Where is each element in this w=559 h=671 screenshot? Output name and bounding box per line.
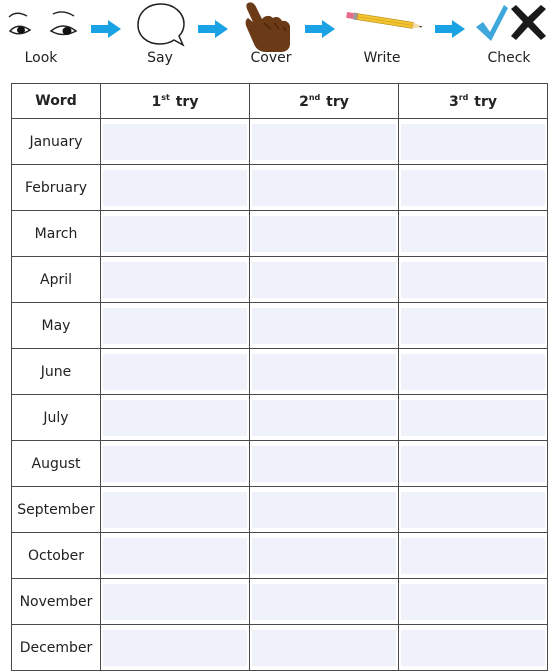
third-try-cell[interactable] [401,400,545,436]
first-try-cell[interactable] [103,354,247,390]
header-second-try: 2nd try [250,84,399,119]
third-try-cell[interactable] [401,124,545,160]
second-try-cell[interactable] [252,584,396,620]
table-row [12,579,548,625]
word-cell: May [12,303,101,349]
table-row [12,303,548,349]
table-row [12,625,548,671]
second-try-cell[interactable] [252,400,396,436]
first-try-cell[interactable] [103,584,247,620]
word-cell: February [12,165,101,211]
spelling-practice-table [11,83,548,671]
word-cell: June [12,349,101,395]
arrow-right-icon [91,20,121,38]
word-cell: April [12,257,101,303]
second-try-cell[interactable] [252,538,396,574]
first-try-cell[interactable] [103,308,247,344]
step-cover [238,0,308,76]
first-try-cell[interactable] [103,492,247,528]
table-row [12,257,548,303]
first-try-cell[interactable] [103,630,247,666]
word-cell: September [12,487,101,533]
header-word: Word [12,84,101,119]
third-try-cell[interactable] [401,446,545,482]
word-cell: October [12,533,101,579]
first-try-cell[interactable] [103,262,247,298]
arrow-right-icon [435,20,465,38]
word-cell: August [12,441,101,487]
second-try-cell[interactable] [252,124,396,160]
word-cell: December [12,625,101,671]
header-third-try: 3rd try [399,84,548,119]
third-try-cell[interactable] [401,216,545,252]
first-try-cell[interactable] [103,446,247,482]
step-write [340,0,430,76]
table-row [12,395,548,441]
table-row [12,349,548,395]
second-try-cell[interactable] [252,630,396,666]
second-try-cell[interactable] [252,446,396,482]
header-first-try: 1st try [101,84,250,119]
step-check [471,0,551,76]
step-label-look: Look [24,50,58,66]
first-try-cell[interactable] [103,400,247,436]
third-try-cell[interactable] [401,170,545,206]
third-try-cell[interactable] [401,354,545,390]
table-row [12,165,548,211]
first-try-cell[interactable] [103,170,247,206]
step-label-say: Say [147,50,173,66]
table-row [12,533,548,579]
second-try-cell[interactable] [252,216,396,252]
look-say-cover-write-check-strip [0,0,559,76]
second-try-cell[interactable] [252,492,396,528]
word-cell: March [12,211,101,257]
step-label-write: Write [363,50,401,66]
speech-bubble-icon [128,0,188,50]
first-try-cell[interactable] [103,538,247,574]
arrow-right-icon [198,20,228,38]
table-row [12,211,548,257]
table-row [12,441,548,487]
third-try-cell[interactable] [401,538,545,574]
first-try-cell[interactable] [103,216,247,252]
word-cell: July [12,395,101,441]
table-header-row [12,84,548,119]
word-cell: November [12,579,101,625]
third-try-cell[interactable] [401,630,545,666]
second-try-cell[interactable] [252,308,396,344]
step-look [0,0,80,76]
table-row [12,487,548,533]
third-try-cell[interactable] [401,492,545,528]
third-try-cell[interactable] [401,262,545,298]
table-row [12,119,548,165]
arrow-right-icon [305,20,335,38]
step-label-cover: Cover [250,50,292,66]
tick-cross-icon [471,0,551,48]
hand-icon [238,0,308,52]
third-try-cell[interactable] [401,308,545,344]
step-say [128,0,188,76]
pencil-icon [340,0,430,40]
word-cell: January [12,119,101,165]
second-try-cell[interactable] [252,262,396,298]
first-try-cell[interactable] [103,124,247,160]
third-try-cell[interactable] [401,584,545,620]
step-label-check: Check [487,50,531,66]
second-try-cell[interactable] [252,170,396,206]
eyes-icon [0,0,80,48]
second-try-cell[interactable] [252,354,396,390]
